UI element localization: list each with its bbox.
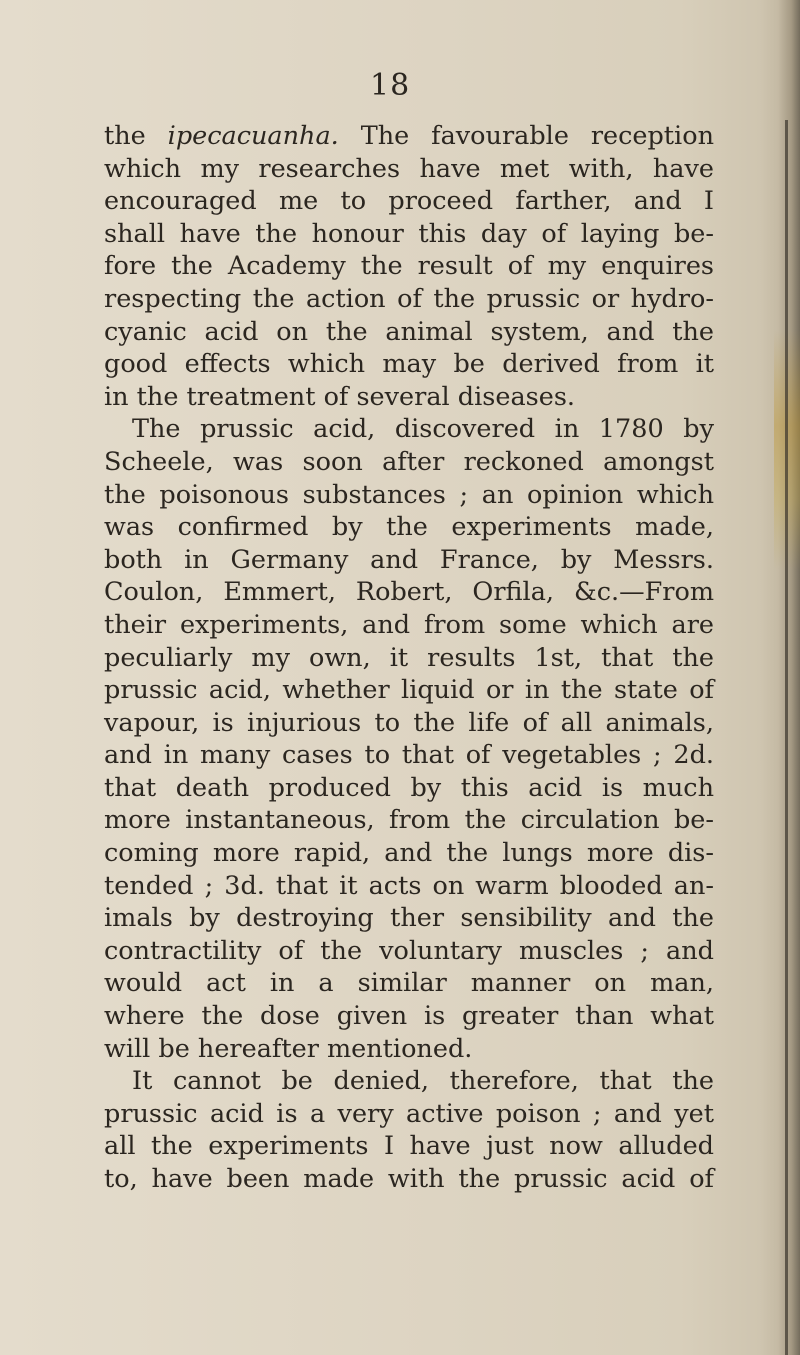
- text-line: to, have been made with the prussic acid of: [104, 1164, 714, 1194]
- italic-term: ipecacuanha.: [167, 121, 339, 151]
- paragraph-start: The prussic acid, discovered in 1780 by: [132, 414, 714, 445]
- page-edge-shadow: [778, 0, 800, 1355]
- text-line: more instantaneous, from the circulation be-: [104, 805, 714, 836]
- text-line: was confirmed by the experiments made,: [104, 512, 714, 543]
- paragraph-start: It cannot be denied, therefore, that the: [132, 1066, 714, 1097]
- text-line: their experiments, and from some which are: [104, 609, 714, 640]
- text-line: will be hereafter mentioned.: [104, 1033, 473, 1064]
- text-line: both in Germany and France, by Messrs.: [104, 544, 714, 575]
- text-line-1: the ipecacuanha. The favourable reception: [104, 121, 714, 151]
- text-line: in the treatment of several diseases.: [104, 381, 576, 412]
- text-line: encouraged me to proceed farther, and I: [104, 186, 714, 217]
- text-line: fore the Academy the result of my enquires: [104, 251, 714, 282]
- text-line: imals by destroying ther sensibility and the: [104, 903, 714, 934]
- text-line: tended ; 3d. that it acts on warm blooded an-: [104, 870, 714, 901]
- text-line: Scheele, was soon after reckoned amongst: [104, 446, 714, 477]
- text-line: shall have the honour this day of laying be-: [104, 218, 714, 249]
- text-line: contractility of the voluntary muscles ; and: [104, 935, 714, 966]
- page-number: 18: [370, 68, 411, 103]
- text-line: peculiarly my own, it results 1st, that the: [104, 642, 714, 673]
- text-line: where the dose given is greater than what: [104, 1001, 714, 1032]
- text-line: cyanic acid on the animal system, and the: [104, 316, 714, 347]
- text-line: the poisonous substances ; an opinion which: [104, 479, 714, 510]
- text-line: and in many cases to that of vegetables ; 2d.: [104, 740, 714, 771]
- text-line: all the experiments I have just now alluded: [104, 1131, 714, 1162]
- text-line: prussic acid is a very active poison ; and yet: [104, 1098, 714, 1129]
- text-line: Coulon, Emmert, Robert, Orfila, &c.—From: [104, 577, 714, 608]
- text-line: respecting the action of the prussic or hydro-: [104, 283, 714, 314]
- text-line: vapour, is injurious to the life of all animals,: [104, 707, 714, 738]
- text-line: prussic acid, whether liquid or in the state of: [104, 675, 714, 706]
- text-line: which my researches have met with, have: [104, 153, 714, 184]
- text-line: coming more rapid, and the lungs more dis-: [104, 838, 714, 869]
- text-line: good effects which may be derived from it: [104, 349, 714, 380]
- text-line: would act in a similar manner on man,: [104, 968, 714, 999]
- body-text: [104, 120, 714, 1196]
- text-line: that death produced by this acid is much: [104, 772, 714, 803]
- page-edge-line: [785, 120, 788, 1355]
